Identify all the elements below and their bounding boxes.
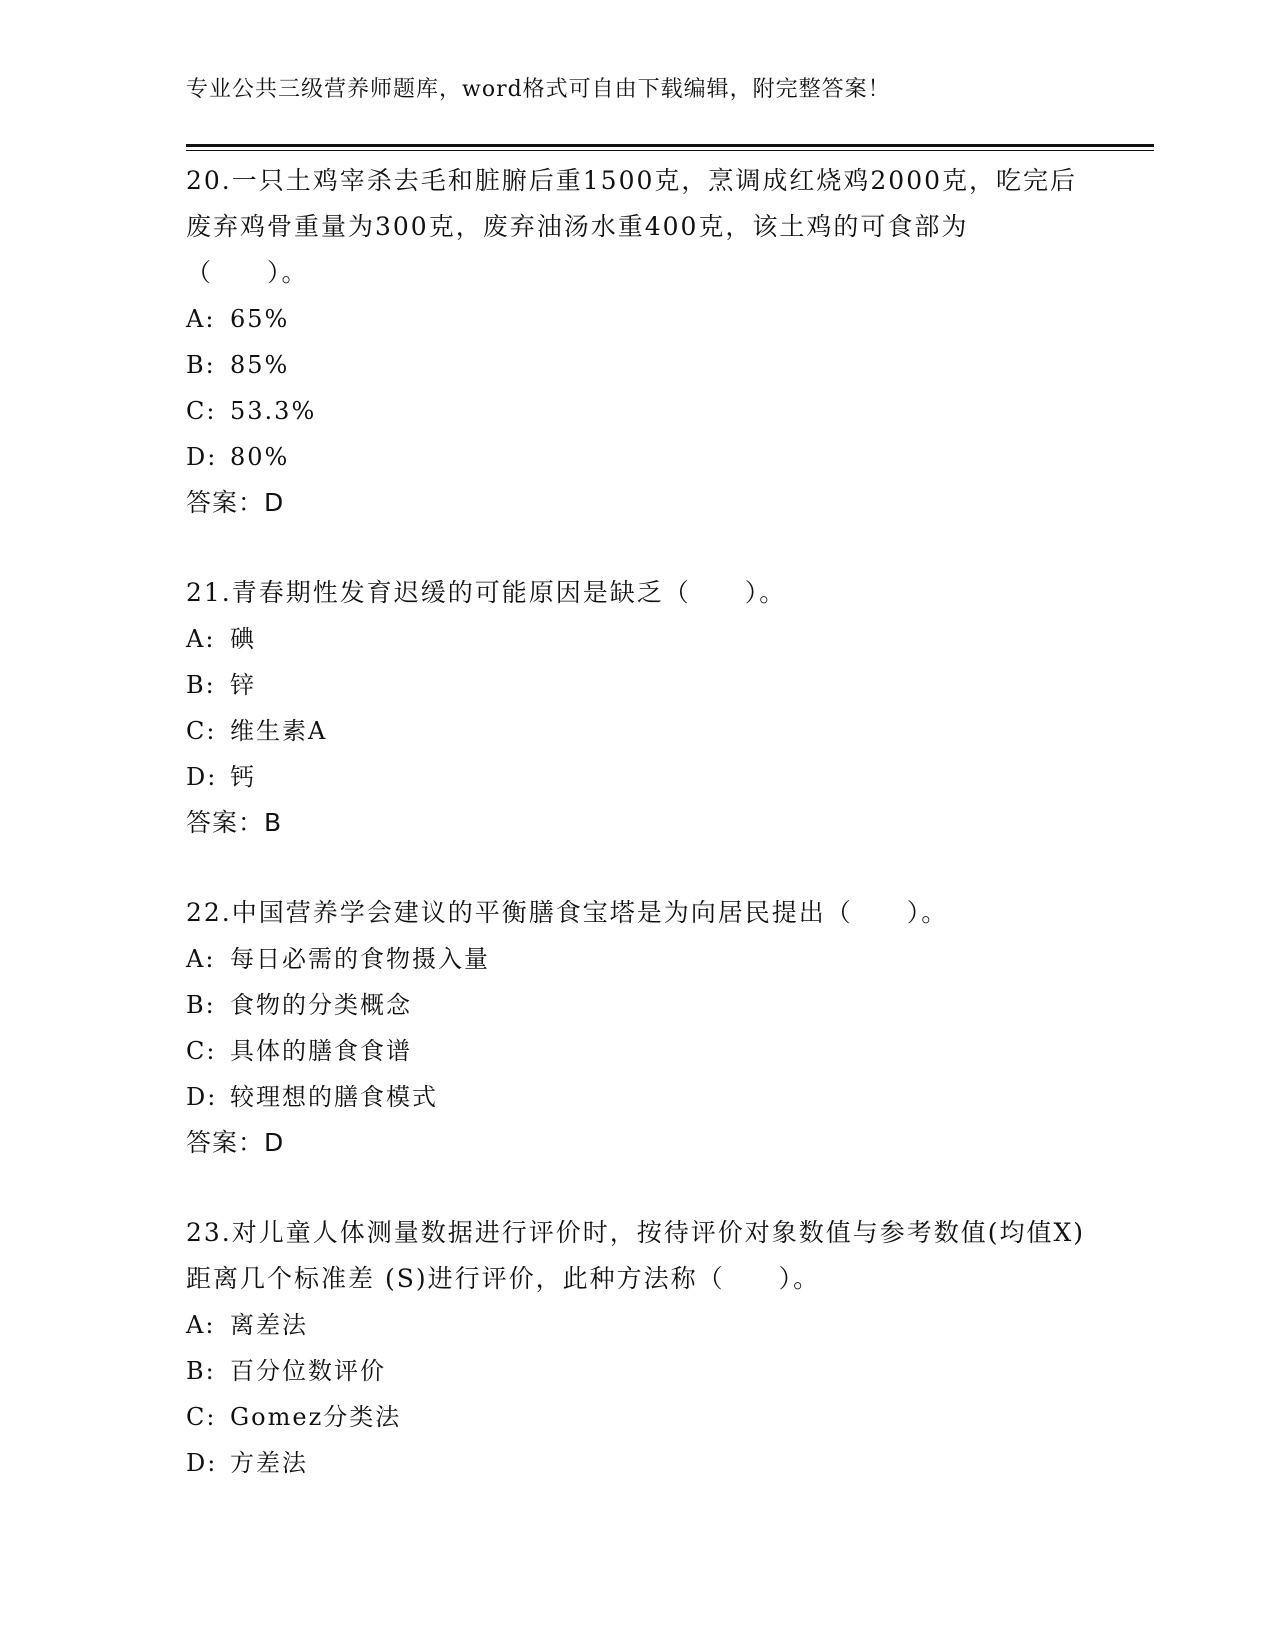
answer-line: 答案：D: [186, 1128, 285, 1157]
option-d: [186, 754, 1086, 800]
option-letter: D:: [186, 443, 218, 471]
header-rule-thick: [186, 144, 1154, 147]
option-a: [186, 1302, 1086, 1348]
option-text: 钙: [230, 763, 256, 791]
option-b: [186, 1348, 1086, 1394]
option-letter: C:: [186, 1037, 217, 1065]
option-text: 53.3%: [230, 397, 317, 425]
option-letter: B:: [186, 351, 216, 379]
option-letter: B:: [186, 991, 216, 1019]
question-23: [186, 1210, 1086, 1486]
option-letter: C:: [186, 1403, 217, 1431]
option-letter: B:: [186, 671, 216, 699]
option-letter: A:: [186, 625, 216, 653]
option-text: 具体的膳食食谱: [230, 1037, 412, 1065]
option-a: [186, 616, 1086, 662]
question-22: [186, 890, 1086, 1166]
question-21: [186, 570, 1086, 846]
question-list: [186, 158, 1086, 1530]
option-text: 碘: [230, 625, 256, 653]
answer-line: 答案：D: [186, 488, 285, 517]
question-text: 22.中国营养学会建议的平衡膳食宝塔是为向居民提出（ ）。: [186, 898, 949, 927]
option-d: [186, 1440, 1086, 1486]
document-header: 专业公共三级营养师题库，word格式可自由下载编辑，附完整答案！: [186, 77, 891, 102]
option-text: 每日必需的食物摄入量: [230, 945, 490, 973]
option-letter: D:: [186, 1083, 218, 1111]
option-text: 65%: [230, 305, 290, 333]
option-letter: B:: [186, 1357, 216, 1385]
answer-line: 答案：B: [186, 808, 283, 837]
option-c: [186, 708, 1086, 754]
option-text: Gomez分类法: [230, 1403, 402, 1431]
option-b: [186, 662, 1086, 708]
option-letter: D:: [186, 1449, 218, 1477]
header-rule-thin: [186, 150, 1154, 151]
option-text: 离差法: [230, 1311, 308, 1339]
option-b: [186, 342, 1086, 388]
option-text: 锌: [230, 671, 256, 699]
option-text: 较理想的膳食模式: [230, 1083, 438, 1111]
option-text: 方差法: [230, 1449, 308, 1477]
option-text: 食物的分类概念: [230, 991, 412, 1019]
option-c: [186, 1394, 1086, 1440]
option-letter: D:: [186, 763, 218, 791]
option-letter: C:: [186, 397, 217, 425]
question-text: 23.对儿童人体测量数据进行评价时，按待评价对象数值与参考数值(均值X)距离几个标准差 (S)进行评价，此种方法称（ ）。: [186, 1218, 1086, 1293]
option-letter: A:: [186, 305, 216, 333]
option-c: [186, 1028, 1086, 1074]
option-d: [186, 434, 1086, 480]
option-letter: A:: [186, 1311, 216, 1339]
option-a: [186, 296, 1086, 342]
option-letter: A:: [186, 945, 216, 973]
question-20: [186, 158, 1086, 526]
question-text: 21.青春期性发育迟缓的可能原因是缺乏（ ）。: [186, 578, 787, 607]
option-letter: C:: [186, 717, 217, 745]
option-text: 维生素A: [230, 717, 328, 745]
option-text: 百分位数评价: [230, 1357, 386, 1385]
option-text: 80%: [230, 443, 290, 471]
option-d: [186, 1074, 1086, 1120]
question-text: 20.一只土鸡宰杀去毛和脏腑后重1500克，烹调成红烧鸡2000克，吃完后废弃鸡骨重量为300克，废弃油汤水重400克，该土鸡的可食部为（ ）。: [186, 166, 1078, 287]
option-b: [186, 982, 1086, 1028]
option-text: 85%: [230, 351, 290, 379]
option-a: [186, 936, 1086, 982]
option-c: [186, 388, 1086, 434]
